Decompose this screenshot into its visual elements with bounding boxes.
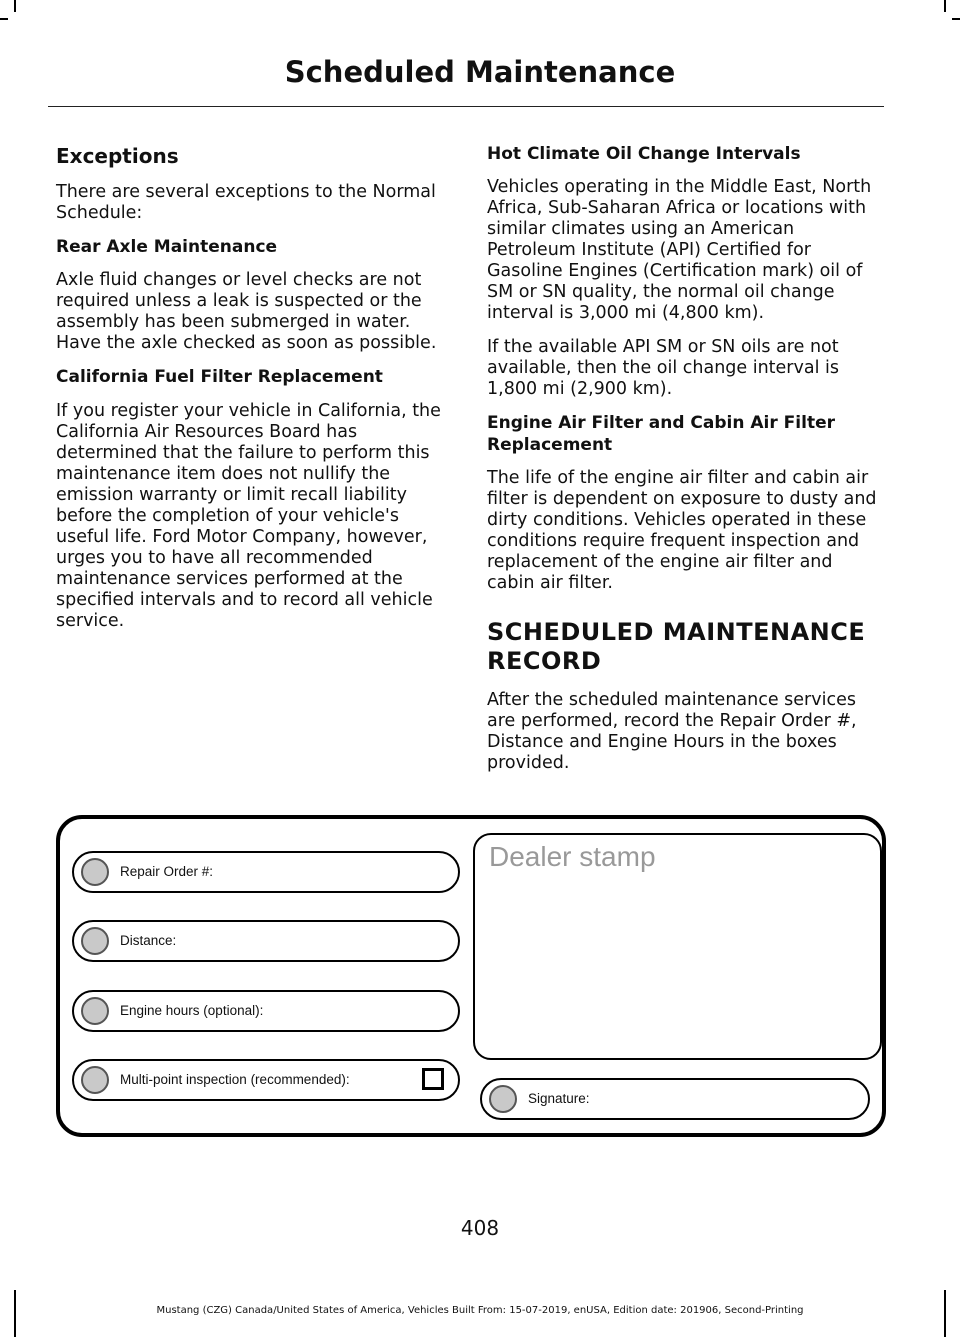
rear-axle-text: Axle fluid changes or level checks are not required unless a leak is suspected or the assembly has been submerged in water. Have the axle checked as soon as possible. <box>56 270 437 354</box>
page-number: 408 <box>460 1216 500 1240</box>
distance-field[interactable] <box>72 920 460 962</box>
hot-climate-heading: Hot Climate Oil Change Intervals <box>487 144 801 164</box>
engine-hours-label: Engine hours (optional): <box>120 1003 264 1018</box>
field-bullet-icon <box>81 997 109 1025</box>
left-column <box>56 144 451 645</box>
field-bullet-icon <box>81 858 109 886</box>
exceptions-heading: Exceptions <box>56 144 179 168</box>
air-filter-heading: Engine Air Filter and Cabin Air Filter Replacement <box>487 413 835 455</box>
crop-mark-top-right-v <box>944 0 946 12</box>
air-filter-text: The life of the engine air filter and cabin air filter is dependent on exposure to dusty and dirty conditions. Vehicles operated in these conditions require frequent inspection and replacement of the engine air filter and cabin air filter. <box>487 467 877 593</box>
signature-field[interactable] <box>480 1078 870 1120</box>
california-heading: California Fuel Filter Replacement <box>56 367 383 388</box>
page-footer: Mustang (CZG) Canada/United States of America, Vehicles Built From: 15-07-2019, enUSA, Edition date: 201906, Second-Printing <box>156 1305 804 1316</box>
repair-order-field[interactable] <box>72 851 460 893</box>
field-bullet-icon <box>81 1066 109 1094</box>
multipoint-inspection-checkbox[interactable] <box>422 1068 444 1090</box>
field-bullet-icon <box>489 1085 517 1113</box>
engine-hours-field[interactable] <box>72 990 460 1032</box>
record-instructions: After the scheduled maintenance services are performed, record the Repair Order #, Distance and Engine Hours in the boxes provided. <box>487 689 857 773</box>
exceptions-intro: There are several exceptions to the Normal Schedule: <box>56 182 436 223</box>
api-availability-text: If the available API SM or SN oils are not available, then the oil change interval is 1,800 mi (2,900 km). <box>487 337 839 400</box>
record-section-heading <box>487 618 882 676</box>
multipoint-inspection-label: Multi-point inspection (recommended): <box>120 1072 350 1087</box>
record-heading-line1: SCHEDULED MAINTENANCE <box>487 617 866 646</box>
multipoint-inspection-field[interactable] <box>72 1059 460 1101</box>
crop-mark-top-right <box>952 18 960 20</box>
right-column <box>487 144 882 787</box>
repair-order-label: Repair Order #: <box>120 864 214 879</box>
crop-mark-top-left-v <box>14 0 16 12</box>
crop-mark-top-left <box>0 18 8 20</box>
california-text: If you register your vehicle in California, the California Air Resources Board has determined that the failure to perform this maintenance item does not nullify the emission warranty or limit recall liability before the completion of your vehicle's useful life. Ford Motor Company, however, urges you to have all recommended maintenance services performed at the specified intervals and to record all vehicle service. <box>56 400 441 631</box>
record-heading-line2: RECORD <box>487 646 602 675</box>
dealer-stamp-label: Dealer stamp <box>489 841 656 872</box>
hot-climate-text: Vehicles operating in the Middle East, North Africa, Sub-Saharan Africa or locations with similar climates using an American Petroleum Institute (API) Certified for Gasoline Engines (Certification mark) oil of SM or SN quality, the normal oil change interval is 3,000 mi (4,800 km). <box>487 177 872 324</box>
rear-axle-heading: Rear Axle Maintenance <box>56 237 278 257</box>
field-bullet-icon <box>81 927 109 955</box>
header-divider <box>48 106 884 107</box>
distance-label: Distance: <box>120 933 177 948</box>
maintenance-record-form <box>56 815 886 1137</box>
dealer-stamp-box[interactable] <box>473 833 882 1060</box>
page-header-title: Scheduled Maintenance <box>284 55 676 89</box>
signature-label: Signature: <box>528 1091 590 1106</box>
